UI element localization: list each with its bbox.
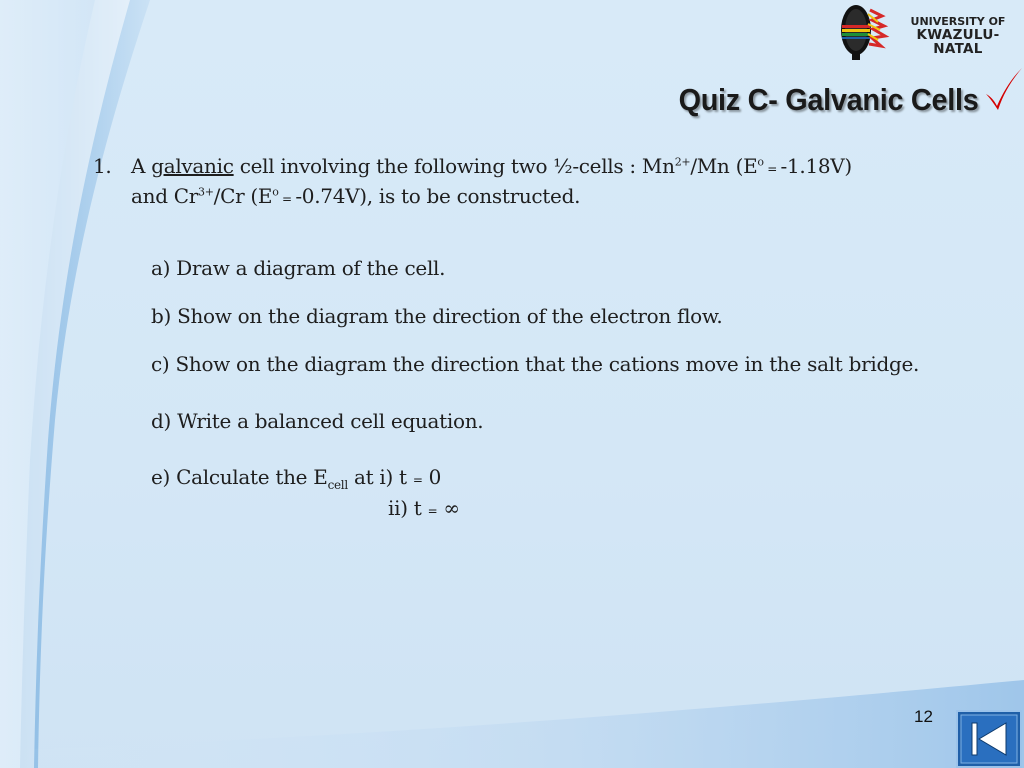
mn-charge: 2+ xyxy=(674,155,691,169)
degree-symbol: o xyxy=(757,155,764,169)
checkmark-icon xyxy=(982,66,1024,114)
slide-number: 12 xyxy=(914,707,933,726)
q2-equals: = xyxy=(278,192,296,206)
question-line-2 xyxy=(131,184,580,208)
e-equals-2: = xyxy=(427,504,438,518)
q2-cr-couple: /Cr (E xyxy=(213,184,273,208)
subquestion-e xyxy=(151,465,441,492)
slide-title: Quiz C- Galvanic Cells xyxy=(678,82,978,117)
e-equals-1: = xyxy=(412,473,423,487)
q1-prefix: A xyxy=(131,154,152,178)
e-at: at i) t xyxy=(347,465,413,489)
q1-mn-couple: /Mn (E xyxy=(690,154,758,178)
e-subscript: cell xyxy=(327,478,348,492)
cr-charge: 3+ xyxy=(198,185,214,199)
logo-line-1: UNIVERSITY OF xyxy=(910,15,1006,28)
q1-rest: cell involving the following two ½-cells : Mn xyxy=(233,154,675,178)
e-value-2: ∞ xyxy=(437,496,460,520)
first-slide-icon xyxy=(958,712,1020,766)
first-slide-button[interactable] xyxy=(956,710,1022,768)
question-line-1 xyxy=(131,154,852,178)
question-number: 1. xyxy=(93,154,112,178)
q1-underlined-word: galvanic xyxy=(151,154,234,178)
left-decorative-swoosh xyxy=(0,0,200,768)
subquestion-a: a) Draw a diagram of the cell. xyxy=(151,256,446,280)
mn-potential: -1.18V) xyxy=(780,154,852,178)
subquestion-b: b) Show on the diagram the direction of the electron flow. xyxy=(151,304,723,328)
cr-potential: -0.74V), is to be constructed. xyxy=(295,184,581,208)
logo-line-2: KWAZULU-NATAL xyxy=(916,26,1000,57)
subquestion-d: d) Write a balanced cell equation. xyxy=(151,409,484,433)
q2-prefix: and Cr xyxy=(131,184,199,208)
q1-equals: = xyxy=(763,162,781,176)
degree-symbol-2: o xyxy=(272,185,279,199)
subquestion-e-part-2 xyxy=(388,496,460,520)
e-value-1: 0 xyxy=(422,465,442,489)
subquestion-c: c) Show on the diagram the direction that the cations move in the salt bridge. xyxy=(151,352,920,376)
university-logo-text xyxy=(893,16,1023,56)
e-prefix: e) Calculate the E xyxy=(151,465,328,489)
bottom-decorative-band xyxy=(0,680,1024,768)
e2-prefix: ii) t xyxy=(388,496,428,520)
